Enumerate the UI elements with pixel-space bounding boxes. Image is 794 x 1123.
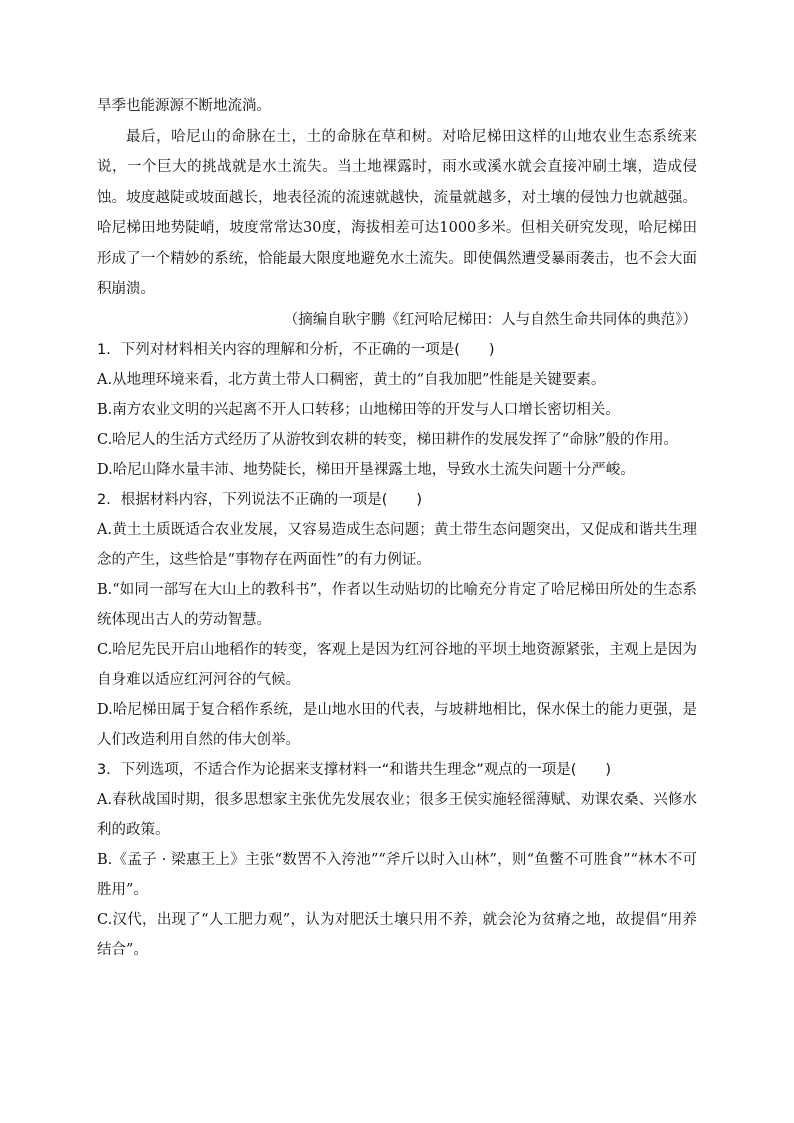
option-b: B.《孟子 · 梁惠王上》主张“数罟不入洿池”“斧斤以时入山林”，则“鱼鳖不可胜食”“林木不可胜用”。 <box>97 852 697 898</box>
document-body <box>97 91 697 965</box>
option-c: C.哈尼先民开启山地稻作的转变，客观上是因为红河谷地的平坝土地资源紧张，主观上是因为自身难以适应红河河谷的气候。 <box>97 642 697 688</box>
question-3 <box>97 755 697 965</box>
passage-paragraph: 最后，哈尼山的命脉在土，土的命脉在草和树。对哈尼梯田这样的山地农业生态系统来说，一个巨大的挑战就是水土流失。当土地裸露时，雨水或溪水就会直接冲刷土壤，造成侵蚀。坡度越陡或坡面越长，地表径流的流速就越快，流量就越多，对土壤的侵蚀力也就越强。哈尼梯田地势陡峭，坡度常常达30度，海拔相差可达1000多米。但相关研究发现，哈尼梯田形成了一个精妙的系统，恰能最大限度地避免水土流失。即使偶然遭受暴雨袭击，也不会大面积崩溃。 <box>97 128 697 297</box>
question-stem: 3．下列选项，不适合作为论据来支撑材料一“和谐共生理念”观点的一项是( ) <box>97 762 612 778</box>
passage-source: （摘编自耿宇鹏《红河哈尼梯田：人与自然生命共同体的典范》） <box>283 311 697 328</box>
passage-line: 旱季也能源源不断地流淌。 <box>97 98 271 114</box>
question-2 <box>97 485 697 755</box>
option-d: D.哈尼梯田属于复合稻作系统，是山地水田的代表，与坡耕地相比，保水保土的能力更强，是人们改造利用自然的伟大创举。 <box>97 702 697 748</box>
option-b: B.“如同一部写在大山上的教科书”，作者以生动贴切的比喻充分肯定了哈尼梯田所处的生态系统体现出古人的劳动智慧。 <box>97 582 697 628</box>
question-stem: 2．根据材料内容，下列说法不正确的一项是( ) <box>97 492 423 508</box>
option-b: B.南方农业文明的兴起离不开人口转移；山地梯田等的开发与人口增长密切相关。 <box>97 402 620 418</box>
option-c: C.哈尼人的生活方式经历了从游牧到农耕的转变，梯田耕作的发展发挥了“命脉”般的作用。 <box>97 432 679 448</box>
option-d: D.哈尼山降水量丰沛、地势陡长，梯田开垦裸露土地，导致水土流失问题十分严峻。 <box>97 462 635 478</box>
option-a: A.黄土土质既适合农业发展，又容易造成生态问题；黄土带生态问题突出，又促成和谐共生理念的产生，这些恰是“事物存在两面性”的有力例证。 <box>97 522 697 568</box>
question-stem: 1．下列对材料相关内容的理解和分析，不正确的一项是( ) <box>97 342 495 358</box>
question-1 <box>97 335 697 485</box>
option-a: A.春秋战国时期，很多思想家主张优先发展农业；很多王侯实施轻徭薄赋、劝课农桑、兴修水利的政策。 <box>97 792 697 838</box>
option-a: A.从地理环境来看，北方黄土带人口稠密，黄土的“自我加肥”性能是关键要素。 <box>97 372 606 388</box>
option-c: C.汉代，出现了“人工肥力观”，认为对肥沃土壤只用不养，就会沦为贫瘠之地，故提倡“用养结合”。 <box>97 912 697 958</box>
